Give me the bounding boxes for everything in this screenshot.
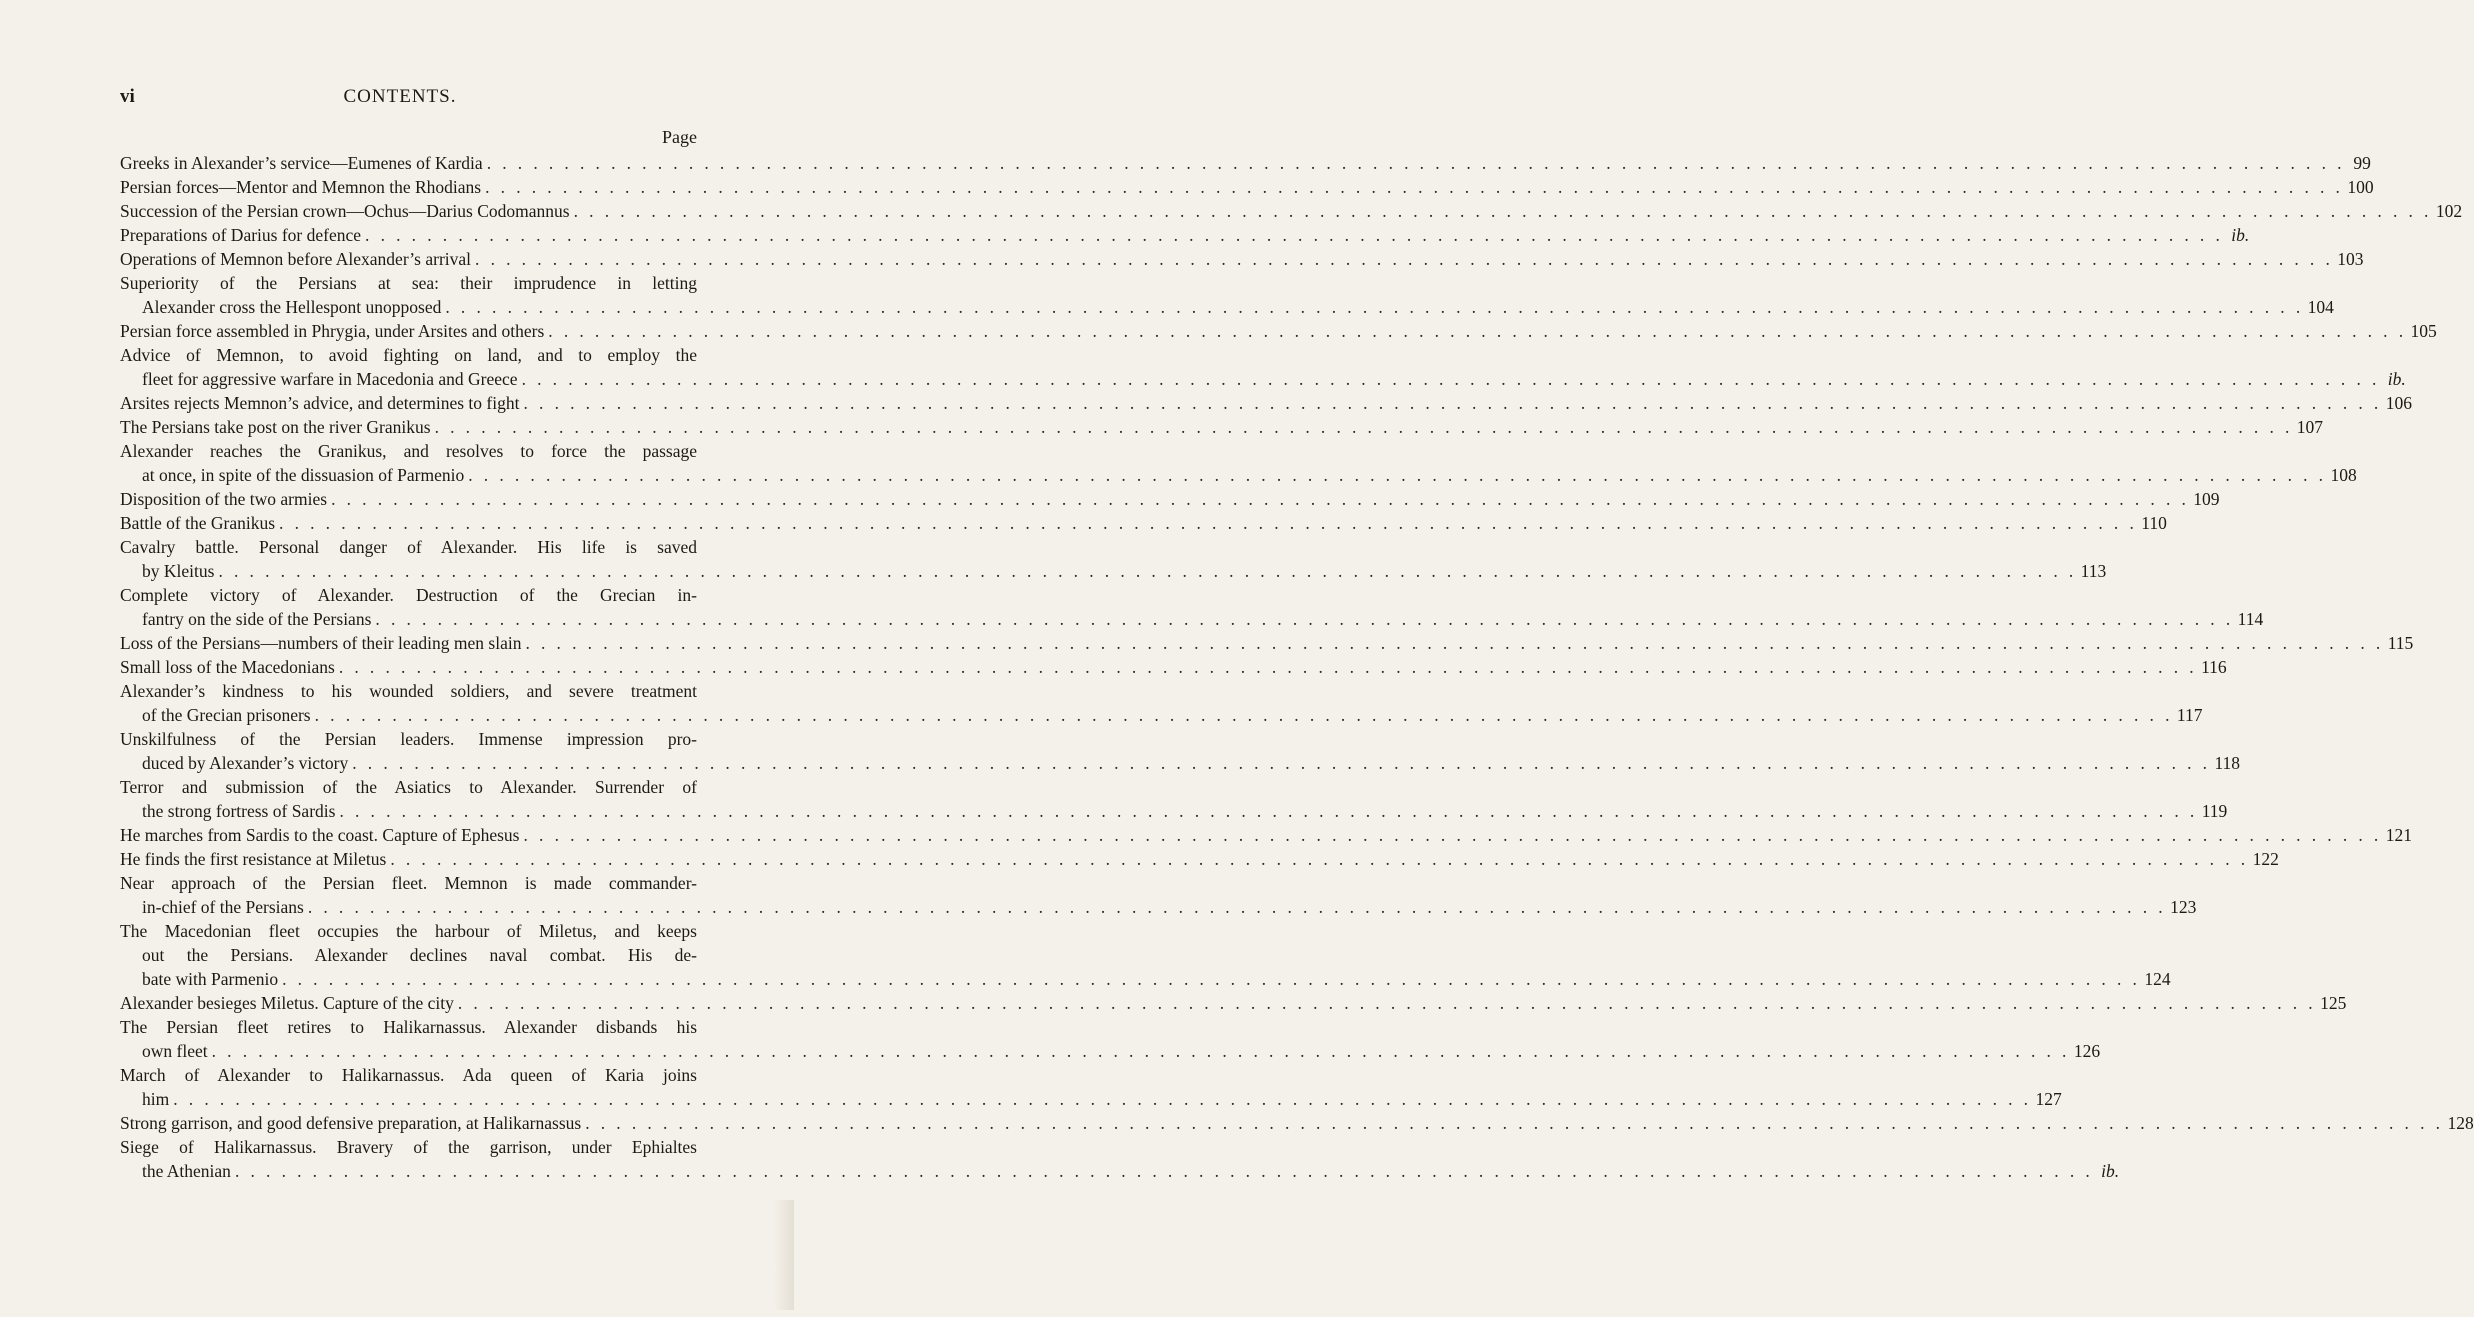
toc-entry-text: out the Persians. Alexander declines naval combat. His de- [142,945,697,965]
toc-entry-text: Alexander besieges Miletus. Capture of the city [120,993,454,1013]
toc-page-number: ib. [2231,225,2250,245]
toc-entry-text: by Kleitus [142,561,215,581]
toc-entry-text: the Athenian [142,1161,231,1181]
toc-page-number: 127 [2035,1089,2062,1109]
toc-entry-text: He finds the first resistance at Miletus [120,849,387,869]
toc-page-number: 100 [2347,177,2374,197]
toc-entry-text: bate with Parmenio [142,969,279,989]
toc-page-number: 99 [2353,153,2371,173]
toc-entry [120,1063,2062,1111]
toc-page-number: ib. [2387,369,2406,389]
toc-page-number: 118 [2214,753,2241,773]
dot-leader: . . . . . . . . . . . . . . . . . . . . . . . . . . . . . . . . . . . . . . . . . . . . . . . . . . . . . . . . . . . . . . . . . . . . . . . . . . . . . . . . . . . . . . . . . . . . . . . . . . . . . . . . . . . . . . . . . . . . . . . . [314,705,2173,725]
toc-entry-text: of the Grecian prisoners [142,705,311,725]
toc-entry [120,1135,2120,1183]
toc-page-number: 121 [2385,825,2412,845]
dot-leader: . . . . . . . . . . . . . . . . . . . . . . . . . . . . . . . . . . . . . . . . . . . . . . . . . . . . . . . . . . . . . . . . . . . . . . . . . . . . . . . . . . . . . . . . . . . . . . . . . . . . . . . . . . . . . . . . . . . . . . . . [282,969,2141,989]
toc-page-number: 115 [2387,633,2414,653]
toc-entry-text: Superiority of the Persians at sea: their imprudence in letting [120,273,697,293]
toc-entry-text: the strong fortress of Sardis [142,801,336,821]
toc-entry [120,199,2463,223]
toc-page-number: 113 [2080,561,2107,581]
dot-leader: . . . . . . . . . . . . . . . . . . . . . . . . . . . . . . . . . . . . . . . . . . . . . . . . . . . . . . . . . . . . . . . . . . . . . . . . . . . . . . . . . . . . . . . . . . . . . . . . . . . . . . . . . . . . . . . . . . . . . . . . [573,201,2432,221]
toc-entry [120,847,2279,871]
toc-page-number: 122 [2252,849,2279,869]
dot-leader: . . . . . . . . . . . . . . . . . . . . . . . . . . . . . . . . . . . . . . . . . . . . . . . . . . . . . . . . . . . . . . . . . . . . . . . . . . . . . . . . . . . . . . . . . . . . . . . . . . . . . . . . . . . . . . . . . . . . . . . . [390,849,2249,869]
toc-entry-text: Unskilfulness of the Persian leaders. Immense impression pro- [120,729,697,749]
toc-entry-text: Alexander’s kindness to his wounded soldiers, and severe treatment [120,681,697,701]
dot-leader: . . . . . . . . . . . . . . . . . . . . . . . . . . . . . . . . . . . . . . . . . . . . . . . . . . . . . . . . . . . . . . . . . . . . . . . . . . . . . . . . . . . . . . . . . . . . . . . . . . . . . . . . . . . . . . . . . . . . . . . . [173,1089,2032,1109]
toc-page-number: 125 [2320,993,2347,1013]
dot-leader: . . . . . . . . . . . . . . . . . . . . . . . . . . . . . . . . . . . . . . . . . . . . . . . . . . . . . . . . . . . . . . . . . . . . . . . . . . . . . . . . . . . . . . . . . . . . . . . . . . . . . . . . . . . . . . . . . . . . . . . . [523,825,2382,845]
toc-entry [120,991,2347,1015]
toc-page-number: 106 [2385,393,2412,413]
toc-page-number: 124 [2144,969,2171,989]
toc-entry-text: Succession of the Persian crown—Ochus—Darius Codomannus [120,201,570,221]
toc-entry-text: Alexander reaches the Granikus, and resolves to force the passage [120,441,697,461]
toc-page-number: 123 [2170,897,2197,917]
toc-entry-text: Battle of the Granikus [120,513,276,533]
toc-page-number: 126 [2073,1041,2101,1061]
toc-entry [120,439,2357,487]
toc-entry-text: duced by Alexander’s victory [142,753,349,773]
toc-page-number: 102 [2435,201,2463,221]
dot-leader: . . . . . . . . . . . . . . . . . . . . . . . . . . . . . . . . . . . . . . . . . . . . . . . . . . . . . . . . . . . . . . . . . . . . . . . . . . . . . . . . . . . . . . . . . . . . . . . . . . . . . . . . . . . . . . . . . . . . . . . . [521,369,2380,389]
toc-entry-text: at once, in spite of the dissuasion of Parmenio [142,465,465,485]
toc-entry [120,1015,2101,1063]
toc-entry [120,247,2364,271]
toc-entry [120,535,2107,583]
page-header [0,86,800,110]
toc-entry [120,631,2414,655]
dot-leader: . . . . . . . . . . . . . . . . . . . . . . . . . . . . . . . . . . . . . . . . . . . . . . . . . . . . . . . . . . . . . . . . . . . . . . . . . . . . . . . . . . . . . . . . . . . . . . . . . . . . . . . . . . . . . . . . . . . . . . . . [468,465,2327,485]
toc-entry-text: Cavalry battle. Personal danger of Alexander. His life is saved [120,537,697,557]
toc-entry [120,343,2406,391]
toc-entry-text: Disposition of the two armies [120,489,328,509]
toc-entry-text: The Persians take post on the river Granikus [120,417,431,437]
toc-entry-text: him [142,1089,170,1109]
toc-page-number: 116 [2201,657,2227,677]
running-title: CONTENTS. [343,86,457,107]
dot-leader: . . . . . . . . . . . . . . . . . . . . . . . . . . . . . . . . . . . . . . . . . . . . . . . . . . . . . . . . . . . . . . . . . . . . . . . . . . . . . . . . . . . . . . . . . . . . . . . . . . . . . . . . . . . . . . . . . . . . . . . . [485,177,2344,197]
toc-entry [120,271,2334,319]
toc-entry-text: The Persian fleet retires to Halikarnassus. Alexander disbands his [120,1017,697,1037]
toc-entry-text: Small loss of the Macedonians [120,657,335,677]
dot-leader: . . . . . . . . . . . . . . . . . . . . . . . . . . . . . . . . . . . . . . . . . . . . . . . . . . . . . . . . . . . . . . . . . . . . . . . . . . . . . . . . . . . . . . . . . . . . . . . . . . . . . . . . . . . . . . . . . . . . . . . . [375,609,2234,629]
toc-entry-text: Alexander cross the Hellespont unopposed [142,297,442,317]
toc-page-number: 108 [2330,465,2357,485]
toc-entry [120,823,2412,847]
toc-entry [120,175,2374,199]
page-number: vi [120,86,135,107]
toc-entry [120,415,2324,439]
toc-entry [120,583,2264,631]
toc-entry [120,487,2220,511]
toc-page-number: ib. [2101,1161,2120,1181]
toc-entry-text: He marches from Sardis to the coast. Capture of Ephesus [120,825,520,845]
toc-entry-text: Arsites rejects Memnon’s advice, and determines to fight [120,393,520,413]
dot-leader: . . . . . . . . . . . . . . . . . . . . . . . . . . . . . . . . . . . . . . . . . . . . . . . . . . . . . . . . . . . . . . . . . . . . . . . . . . . . . . . . . . . . . . . . . . . . . . . . . . . . . . . . . . . . . . . . . . . . . . . . [307,897,2167,917]
toc-page-number: 107 [2296,417,2324,437]
dot-leader: . . . . . . . . . . . . . . . . . . . . . . . . . . . . . . . . . . . . . . . . . . . . . . . . . . . . . . . . . . . . . . . . . . . . . . . . . . . . . . . . . . . . . . . . . . . . . . . . . . . . . . . . . . . . . . . . . . . . . . . . [523,393,2382,413]
toc-entry-text: fantry on the side of the Persians [142,609,372,629]
toc-page-number: 128 [2447,1113,2474,1133]
dot-leader: . . . . . . . . . . . . . . . . . . . . . . . . . . . . . . . . . . . . . . . . . . . . . . . . . . . . . . . . . . . . . . . . . . . . . . . . . . . . . . . . . . . . . . . . . . . . . . . . . . . . . . . . . . . . . . . . . . . . . . . . [434,417,2293,437]
toc-page-number: 117 [2176,705,2203,725]
toc-entry-text: March of Alexander to Halikarnassus. Ada queen of Karia joins [120,1065,697,1085]
dot-leader: . . . . . . . . . . . . . . . . . . . . . . . . . . . . . . . . . . . . . . . . . . . . . . . . . . . . . . . . . . . . . . . . . . . . . . . . . . . . . . . . . . . . . . . . . . . . . . . . . . . . . . . . . . . . . . . . . . . . . . . . [331,489,2190,509]
toc-entry-text: Strong garrison, and good defensive preparation, at Halikarnassus [120,1113,582,1133]
toc-entry-text: Advice of Memnon, to avoid fighting on land, and to employ the [120,345,697,365]
toc-entry [120,391,2412,415]
toc-entry-text: Persian force assembled in Phrygia, under Arsites and others [120,321,545,341]
dot-leader: . . . . . . . . . . . . . . . . . . . . . . . . . . . . . . . . . . . . . . . . . . . . . . . . . . . . . . . . . . . . . . . . . . . . . . . . . . . . . . . . . . . . . . . . . . . . . . . . . . . . . . . . . . . . . . . . . . . . . . . . [585,1113,2444,1133]
page-column-label: Page [662,127,697,147]
toc-entry-text: fleet for aggressive warfare in Macedonia and Greece [142,369,518,389]
toc-page-number: 110 [2141,513,2167,533]
toc-page-number: 105 [2410,321,2437,341]
toc-entry-text: Near approach of the Persian fleet. Memnon is made commander- [120,873,697,893]
dot-leader: . . . . . . . . . . . . . . . . . . . . . . . . . . . . . . . . . . . . . . . . . . . . . . . . . . . . . . . . . . . . . . . . . . . . . . . . . . . . . . . . . . . . . . . . . . . . . . . . . . . . . . . . . . . . . . . . . . . . . . . . [211,1041,2070,1061]
dot-leader: . . . . . . . . . . . . . . . . . . . . . . . . . . . . . . . . . . . . . . . . . . . . . . . . . . . . . . . . . . . . . . . . . . . . . . . . . . . . . . . . . . . . . . . . . . . . . . . . . . . . . . . . . . . . . . . . . . . . . . . . [339,801,2198,821]
dot-leader: . . . . . . . . . . . . . . . . . . . . . . . . . . . . . . . . . . . . . . . . . . . . . . . . . . . . . . . . . . . . . . . . . . . . . . . . . . . . . . . . . . . . . . . . . . . . . . . . . . . . . . . . . . . . . . . . . . . . . . . . [338,657,2198,677]
toc-entry [120,727,2241,775]
dot-leader: . . . . . . . . . . . . . . . . . . . . . . . . . . . . . . . . . . . . . . . . . . . . . . . . . . . . . . . . . . . . . . . . . . . . . . . . . . . . . . . . . . . . . . . . . . . . . . . . . . . . . . . . . . . . . . . . . . . . . . . . [234,1161,2094,1181]
table-of-contents [120,151,2474,1183]
toc-entry [120,679,2203,727]
toc-entry-text: in-chief of the Persians [142,897,304,917]
toc-entry-text: Terror and submission of the Asiatics to Alexander. Surrender of [120,777,697,797]
toc-entry-text: Complete victory of Alexander. Destruction of the Grecian in- [120,585,697,605]
dot-leader: . . . . . . . . . . . . . . . . . . . . . . . . . . . . . . . . . . . . . . . . . . . . . . . . . . . . . . . . . . . . . . . . . . . . . . . . . . . . . . . . . . . . . . . . . . . . . . . . . . . . . . . . . . . . . . . . . . . . . . . . [548,321,2407,341]
toc-entry [120,1111,2474,1135]
toc-page-number: 119 [2201,801,2228,821]
dot-leader: . . . . . . . . . . . . . . . . . . . . . . . . . . . . . . . . . . . . . . . . . . . . . . . . . . . . . . . . . . . . . . . . . . . . . . . . . . . . . . . . . . . . . . . . . . . . . . . . . . . . . . . . . . . . . . . . . . . . . . . . [279,513,2138,533]
page-edge-shadow [774,1200,794,1310]
toc-entry [120,871,2197,919]
toc-entry-text: Preparations of Darius for defence [120,225,362,245]
dot-leader: . . . . . . . . . . . . . . . . . . . . . . . . . . . . . . . . . . . . . . . . . . . . . . . . . . . . . . . . . . . . . . . . . . . . . . . . . . . . . . . . . . . . . . . . . . . . . . . . . . . . . . . . . . . . . . . . . . . . . . . . [486,153,2345,173]
toc-entry [120,151,2371,175]
toc-entry-text: The Macedonian fleet occupies the harbour of Miletus, and keeps [120,921,697,941]
toc-entry [120,655,2227,679]
toc-page-number: 114 [2237,609,2264,629]
toc-entry-text: Siege of Halikarnassus. Bravery of the garrison, under Ephialtes [120,1137,697,1157]
toc-entry [120,319,2437,343]
toc-entry-text: Greeks in Alexander’s service—Eumenes of Kardia [120,153,483,173]
dot-leader: . . . . . . . . . . . . . . . . . . . . . . . . . . . . . . . . . . . . . . . . . . . . . . . . . . . . . . . . . . . . . . . . . . . . . . . . . . . . . . . . . . . . . . . . . . . . . . . . . . . . . . . . . . . . . . . . . . . . . . . . [365,225,2224,245]
toc-entry [120,775,2228,823]
dot-leader: . . . . . . . . . . . . . . . . . . . . . . . . . . . . . . . . . . . . . . . . . . . . . . . . . . . . . . . . . . . . . . . . . . . . . . . . . . . . . . . . . . . . . . . . . . . . . . . . . . . . . . . . . . . . . . . . . . . . . . . . [457,993,2317,1013]
toc-entry-text: own fleet [142,1041,208,1061]
toc-entry [120,919,2171,991]
toc-entry-text: Persian forces—Mentor and Memnon the Rhodians [120,177,482,197]
toc-page-number: 103 [2337,249,2364,269]
dot-leader: . . . . . . . . . . . . . . . . . . . . . . . . . . . . . . . . . . . . . . . . . . . . . . . . . . . . . . . . . . . . . . . . . . . . . . . . . . . . . . . . . . . . . . . . . . . . . . . . . . . . . . . . . . . . . . . . . . . . . . . . [352,753,2211,773]
toc-entry-text: Loss of the Persians—numbers of their leading men slain [120,633,522,653]
dot-leader: . . . . . . . . . . . . . . . . . . . . . . . . . . . . . . . . . . . . . . . . . . . . . . . . . . . . . . . . . . . . . . . . . . . . . . . . . . . . . . . . . . . . . . . . . . . . . . . . . . . . . . . . . . . . . . . . . . . . . . . . [218,561,2077,581]
toc-page-number: 104 [2307,297,2334,317]
dot-leader: . . . . . . . . . . . . . . . . . . . . . . . . . . . . . . . . . . . . . . . . . . . . . . . . . . . . . . . . . . . . . . . . . . . . . . . . . . . . . . . . . . . . . . . . . . . . . . . . . . . . . . . . . . . . . . . . . . . . . . . . [445,297,2304,317]
toc-page-number: 109 [2193,489,2220,509]
toc-entry [120,511,2167,535]
toc-entry-text: Operations of Memnon before Alexander’s arrival [120,249,472,269]
dot-leader: . . . . . . . . . . . . . . . . . . . . . . . . . . . . . . . . . . . . . . . . . . . . . . . . . . . . . . . . . . . . . . . . . . . . . . . . . . . . . . . . . . . . . . . . . . . . . . . . . . . . . . . . . . . . . . . . . . . . . . . . [475,249,2334,269]
dot-leader: . . . . . . . . . . . . . . . . . . . . . . . . . . . . . . . . . . . . . . . . . . . . . . . . . . . . . . . . . . . . . . . . . . . . . . . . . . . . . . . . . . . . . . . . . . . . . . . . . . . . . . . . . . . . . . . . . . . . . . . . [525,633,2384,653]
toc-entry [120,223,2250,247]
